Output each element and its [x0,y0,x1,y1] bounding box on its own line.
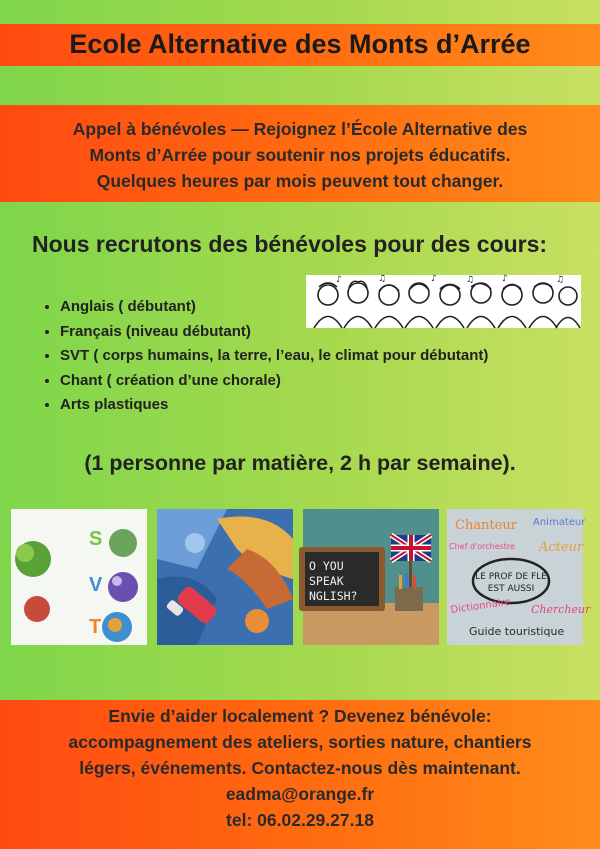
appeal-line: Appel à bénévoles — Rejoignez l’École Alternative des [72,119,528,139]
contact-email: eadma@orange.fr [225,784,375,804]
recruit-heading: Nous recrutons des bénévoles pour des cours: [32,231,548,257]
fle-word: Chanteur [455,518,517,533]
schedule-note: (1 personne par matière, 2 h par semaine). [84,451,516,475]
appeal-text [22,116,578,194]
fle-circle-line: EST AUSSI [487,584,535,594]
contact-text [20,703,580,833]
svg-text:♫: ♫ [556,275,565,285]
fle-word: Guide touristique [469,625,565,638]
svg-text:♫: ♫ [378,274,387,284]
course-item: • Français (niveau débutant) [60,320,488,345]
svt-letter-t: T [89,616,102,638]
contact-line: accompagnement des ateliers, sorties nature, chantiers [68,732,532,752]
fle-photo [447,509,591,645]
art-paint-photo [157,509,293,645]
fle-word-cloud [447,509,591,645]
svg-text:♪: ♪ [336,275,342,285]
chalkboard-line: O YOU [309,559,344,573]
course-list [40,295,488,418]
course-item: • Arts plastiques [60,393,488,418]
course-item: • Chant ( création d’une chorale) [60,369,488,394]
fle-word: Chercheur [531,603,591,616]
fle-circle-line: LE PROF DE FLE [475,572,547,582]
contact-line: légers, événements. Contactez-nous dès maintenant. [79,758,521,778]
svg-text:♫: ♫ [466,275,475,285]
svg-text:♪: ♪ [502,274,508,284]
course-item: • SVT ( corps humains, la terre, l’eau, le climat pour débutant) [60,344,488,369]
course-item: • Anglais ( débutant) [60,295,488,320]
appeal-line: Quelques heures par mois peuvent tout changer. [96,171,504,191]
page-title: Ecole Alternative des Monts d’Arrée [69,29,531,59]
fle-word: Acteur [539,540,584,555]
fle-word: Chef d'orchestre [449,542,515,551]
fle-word: Dictionnaire [449,596,512,616]
chalkboard-illustration [303,509,439,645]
paint-illustration [157,509,293,645]
contact-phone: tel: 06.02.29.27.18 [226,810,374,830]
svg-text:♪: ♪ [431,274,437,284]
svt-illustration [11,509,147,645]
chalkboard-line: SPEAK [309,574,344,588]
appeal-line: Monts d’Arrée pour soutenir nos projets éducatifs. [89,145,511,165]
chalkboard-line: NGLISH? [309,589,358,603]
english-photo [303,509,439,645]
svt-letter-v: V [89,574,103,596]
svt-photo [11,509,147,645]
svt-letter-s: S [89,528,103,550]
fle-word: Animateur [533,517,586,528]
contact-line: Envie d’aider localement ? Devenez bénévole: [108,706,492,726]
